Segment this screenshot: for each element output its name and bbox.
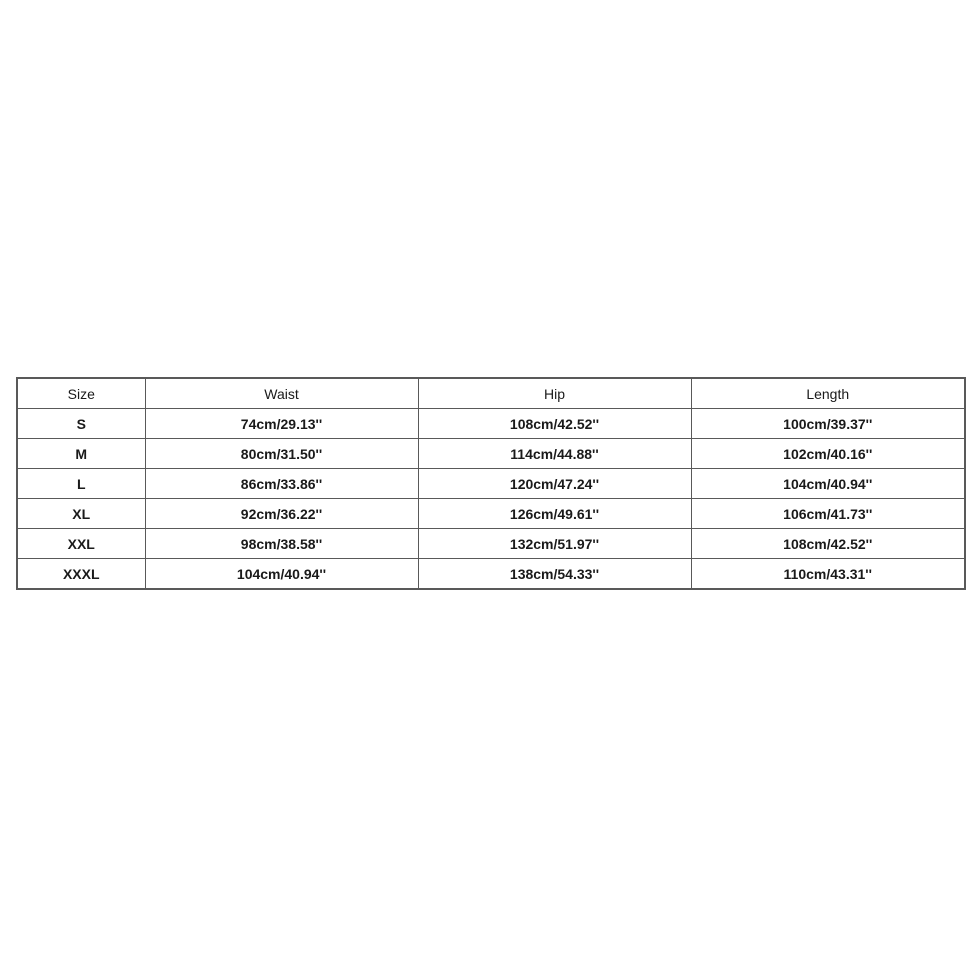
cell-length: 110cm/43.31''	[691, 559, 965, 590]
table-row	[17, 499, 965, 529]
cell-size: XXXL	[17, 559, 145, 590]
table-row	[17, 469, 965, 499]
cell-size: XL	[17, 499, 145, 529]
cell-length: 104cm/40.94''	[691, 469, 965, 499]
cell-length: 102cm/40.16''	[691, 439, 965, 469]
header-row	[17, 378, 965, 409]
table-row	[17, 409, 965, 439]
cell-hip: 132cm/51.97''	[418, 529, 691, 559]
cell-size: S	[17, 409, 145, 439]
cell-size: L	[17, 469, 145, 499]
cell-hip: 114cm/44.88''	[418, 439, 691, 469]
cell-hip: 138cm/54.33''	[418, 559, 691, 590]
cell-length: 108cm/42.52''	[691, 529, 965, 559]
header-hip: Hip	[418, 378, 691, 409]
cell-length: 106cm/41.73''	[691, 499, 965, 529]
table-header	[17, 378, 965, 409]
cell-waist: 98cm/38.58''	[145, 529, 418, 559]
cell-waist: 86cm/33.86''	[145, 469, 418, 499]
table-row	[17, 559, 965, 590]
table-row	[17, 529, 965, 559]
cell-hip: 108cm/42.52''	[418, 409, 691, 439]
cell-hip: 126cm/49.61''	[418, 499, 691, 529]
header-waist: Waist	[145, 378, 418, 409]
cell-waist: 104cm/40.94''	[145, 559, 418, 590]
cell-size: XXL	[17, 529, 145, 559]
cell-size: M	[17, 439, 145, 469]
cell-length: 100cm/39.37''	[691, 409, 965, 439]
cell-waist: 80cm/31.50''	[145, 439, 418, 469]
size-chart-table	[16, 377, 966, 590]
header-length: Length	[691, 378, 965, 409]
cell-hip: 120cm/47.24''	[418, 469, 691, 499]
header-size: Size	[17, 378, 145, 409]
table-row	[17, 439, 965, 469]
cell-waist: 74cm/29.13''	[145, 409, 418, 439]
cell-waist: 92cm/36.22''	[145, 499, 418, 529]
table-body	[17, 409, 965, 590]
